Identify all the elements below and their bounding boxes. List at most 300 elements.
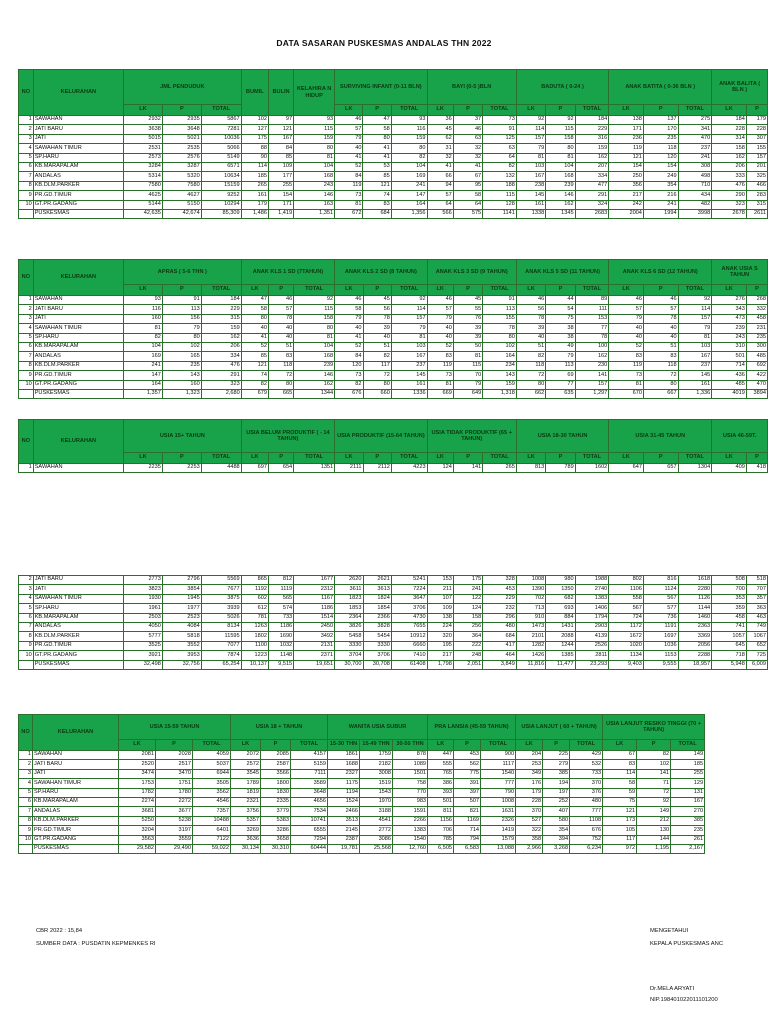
cell-value: 464: [483, 651, 517, 660]
row-number: 5: [19, 333, 34, 342]
cell-value: 2101: [516, 632, 545, 641]
cell-value: 159: [391, 134, 427, 143]
cell-value: 57: [427, 191, 453, 200]
cell-value: 80: [643, 380, 678, 389]
cell-value: 2366: [363, 613, 391, 622]
cell-value: 248: [453, 651, 482, 660]
cell-value: 2520: [119, 760, 156, 769]
cell-value: 80: [294, 324, 335, 333]
cell-value: 83: [603, 760, 637, 769]
cell-value: 1117: [481, 760, 516, 769]
cell-value: 121: [609, 153, 644, 162]
cell-value: 102: [241, 116, 268, 125]
row-number: 5: [19, 788, 33, 797]
cell-value: 4157: [291, 751, 328, 760]
cell-value: 1688: [328, 760, 360, 769]
cell-value: 56: [363, 305, 391, 314]
cell-value: 161: [678, 380, 712, 389]
cell-value: 3939: [201, 604, 241, 613]
cell-value: 73: [483, 116, 517, 125]
cell-value: 51: [363, 342, 391, 351]
row-number: 3: [19, 585, 34, 594]
cell-value: 109: [427, 604, 453, 613]
cell-value: 79: [391, 324, 427, 333]
cell-value: 3204: [119, 826, 156, 835]
row-number: 2: [19, 760, 33, 769]
cell-value: 777: [481, 779, 516, 788]
cell-value: 5458: [335, 632, 363, 641]
cell-value: 1579: [481, 835, 516, 844]
row-number: [19, 389, 34, 398]
cell-value: 357: [746, 594, 767, 603]
cell-value: 5777: [124, 632, 163, 641]
cell-value: 1782: [119, 788, 156, 797]
cell-value: 51: [268, 342, 293, 351]
cell-value: 785: [428, 835, 454, 844]
kelurahan-name: GT.PR.GADANG: [33, 200, 123, 209]
cell-value: 107: [427, 594, 453, 603]
cell-value: 1169: [454, 816, 481, 825]
kelurahan-name: GT.PR.GADANG: [33, 651, 123, 660]
cell-value: 770: [393, 788, 428, 797]
cell-value: 1385: [546, 651, 575, 660]
kelurahan-name: KB.DLM.PARKER: [33, 816, 119, 825]
row-number: 1: [19, 464, 34, 473]
cell-value: 1697: [643, 632, 678, 641]
cell-value: 194: [543, 779, 570, 788]
cell-value: 5241: [391, 576, 427, 585]
header-sub: P: [363, 105, 391, 116]
kelurahan-name: JATI: [33, 585, 123, 594]
cell-value: 1106: [609, 585, 644, 594]
table-row: [19, 153, 768, 162]
cell-value: 1501: [393, 769, 428, 778]
header-row: [19, 715, 705, 740]
cell-value: 157: [678, 314, 712, 323]
cell-value: 124: [427, 464, 453, 473]
cell-value: 80: [363, 134, 391, 143]
table-row: [19, 172, 768, 181]
cell-value: 316: [575, 134, 609, 143]
cell-value: 102: [483, 342, 517, 351]
cell-value: 2466: [328, 807, 360, 816]
cell-value: 146: [546, 191, 575, 200]
cell-value: 145: [516, 191, 545, 200]
cell-value: 10036: [201, 134, 241, 143]
cell-value: 777: [570, 807, 603, 816]
cell-value: 4625: [124, 191, 163, 200]
cell-value: 2535: [162, 144, 201, 153]
cell-value: 5037: [193, 760, 231, 769]
header-sub: LK: [516, 740, 543, 751]
cell-value: 117: [603, 835, 637, 844]
cell-value: 322: [516, 826, 543, 835]
cell-value: 149: [671, 751, 705, 760]
cell-value: 1067: [746, 632, 767, 641]
header-group: ANAK BALITA ( BLN ): [712, 70, 768, 105]
cell-value: 972: [603, 844, 637, 853]
cell-value: 1,351: [294, 209, 335, 218]
cell-value: 358: [516, 835, 543, 844]
cell-value: 315: [746, 200, 767, 209]
cell-value: 1460: [678, 613, 712, 622]
cell-value: 2740: [575, 585, 609, 594]
cell-value: 72: [637, 788, 671, 797]
row-number: 9: [19, 826, 33, 835]
table-row: [19, 162, 768, 171]
cell-value: 2811: [575, 651, 609, 660]
cell-value: 1263: [241, 622, 268, 631]
cell-value: 119: [427, 361, 453, 370]
row-number: 3: [19, 314, 34, 323]
cell-value: 56: [516, 305, 545, 314]
cell-value: 11595: [201, 632, 241, 641]
table-row: [19, 613, 768, 622]
cell-value: 79: [609, 314, 644, 323]
kelurahan-name: SAWAHAN TIMUR: [33, 144, 123, 153]
cell-value: 10912: [391, 632, 427, 641]
cell-value: 1419: [481, 826, 516, 835]
cell-value: 1153: [643, 651, 678, 660]
cell-value: 724: [609, 613, 644, 622]
header-group: USIA PRODUKTIF (15-64 TAHUN): [335, 420, 427, 453]
cell-value: 159: [483, 380, 517, 389]
cell-value: 114: [241, 162, 268, 171]
cell-value: 67: [603, 751, 637, 760]
cell-value: 2266: [393, 816, 428, 825]
cell-value: 4139: [575, 632, 609, 641]
header-sub: LK: [712, 453, 747, 464]
cell-value: 228: [516, 797, 543, 806]
cell-value: 231: [746, 324, 767, 333]
cell-value: 207: [575, 162, 609, 171]
kelurahan-name: PUSKESMAS: [33, 660, 123, 669]
cell-value: 477: [575, 181, 609, 190]
cell-value: 2773: [124, 576, 163, 585]
cell-value: 2274: [119, 797, 156, 806]
table-row: [19, 305, 768, 314]
cell-value: 162: [575, 153, 609, 162]
cell-value: 84: [268, 144, 293, 153]
cell-value: 1853: [335, 604, 363, 613]
cell-value: 1186: [268, 622, 293, 631]
cell-value: 45: [427, 125, 453, 134]
table-row: [19, 797, 705, 806]
cell-value: 393: [428, 788, 454, 797]
cell-value: 3,849: [483, 660, 517, 669]
cell-value: 1351: [294, 464, 335, 473]
cell-value: 118: [643, 361, 678, 370]
cell-value: 80: [268, 380, 293, 389]
cell-value: 2326: [481, 816, 516, 825]
cell-value: 300: [746, 342, 767, 351]
cell-value: 97: [268, 116, 293, 125]
cell-value: 41: [453, 162, 482, 171]
header-sub: P: [268, 453, 293, 464]
cell-value: 3369: [678, 632, 712, 641]
cell-value: 176: [516, 779, 543, 788]
cell-value: 69: [546, 371, 575, 380]
cell-value: 580: [543, 816, 570, 825]
cell-value: 104: [391, 162, 427, 171]
cell-value: 498: [678, 172, 712, 181]
cell-value: 463: [746, 613, 767, 622]
cell-value: 1186: [294, 604, 335, 613]
header-sub: P: [162, 285, 201, 296]
cell-value: 92: [391, 296, 427, 305]
cell-value: 95: [453, 181, 482, 190]
cell-value: 1543: [360, 788, 393, 797]
cell-value: 53: [363, 162, 391, 171]
cell-value: 6571: [201, 162, 241, 171]
header-no: NO: [19, 715, 33, 751]
table-row: [19, 751, 705, 760]
cell-value: 359: [712, 604, 747, 613]
cell-value: 77: [575, 324, 609, 333]
cell-value: 197: [543, 788, 570, 797]
table-row: [19, 191, 768, 200]
cell-value: 1108: [570, 816, 603, 825]
cell-value: 88: [241, 144, 268, 153]
cell-value: 5066: [201, 144, 241, 153]
cell-value: 1124: [643, 585, 678, 594]
cell-value: 1,419: [268, 209, 293, 218]
cell-value: 558: [609, 594, 644, 603]
cell-value: 307: [746, 134, 767, 143]
header-sub: LK: [428, 740, 454, 751]
cell-value: 647: [609, 464, 644, 473]
cell-value: 55: [453, 305, 482, 314]
cell-value: 3513: [328, 816, 360, 825]
cell-value: 42,674: [162, 209, 201, 218]
cell-value: 30,134: [231, 844, 261, 853]
header-sub: P: [162, 453, 201, 464]
cell-value: 376: [570, 788, 603, 797]
cell-value: 1390: [516, 585, 545, 594]
cell-value: 3706: [391, 604, 427, 613]
cell-value: 693: [546, 604, 575, 613]
kelurahan-name: PUSKESMAS: [33, 844, 119, 853]
cell-value: 168: [294, 172, 335, 181]
cell-value: 802: [609, 576, 644, 585]
cell-value: 1540: [481, 769, 516, 778]
cell-value: 386: [428, 779, 454, 788]
header-subrow: [19, 453, 768, 464]
cell-value: 692: [746, 361, 767, 370]
cell-value: 232: [483, 604, 517, 613]
cell-value: 201: [746, 162, 767, 171]
header-sub: LK: [124, 105, 163, 116]
cell-value: 47: [241, 296, 268, 305]
cell-value: 83: [363, 200, 391, 209]
cell-value: 1345: [546, 209, 575, 218]
header-group: BADUTA ( 0-24 ): [516, 70, 608, 105]
cell-value: 1759: [360, 751, 393, 760]
cell-value: 40: [268, 333, 293, 342]
cell-value: 212: [637, 816, 671, 825]
cell-value: 2517: [156, 760, 193, 769]
cell-value: 130: [637, 826, 671, 835]
header-row: [19, 420, 768, 453]
cell-value: 222: [453, 641, 482, 650]
cell-value: 120: [335, 361, 363, 370]
header-sub: LK: [124, 285, 163, 296]
cell-value: 2235: [124, 464, 163, 473]
cell-value: 4019: [712, 389, 747, 398]
cell-value: 250: [609, 172, 644, 181]
cell-value: 235: [643, 134, 678, 143]
header-sub: P: [546, 453, 575, 464]
cell-value: 125: [483, 134, 517, 143]
row-number: 8: [19, 632, 34, 641]
cell-value: 40: [268, 324, 293, 333]
cell-value: 2371: [294, 651, 335, 660]
cell-value: 332: [746, 305, 767, 314]
cell-value: 113: [483, 305, 517, 314]
cell-value: 116: [391, 125, 427, 134]
cell-value: 370: [516, 807, 543, 816]
kelurahan-name: PUSKESMAS: [33, 389, 123, 398]
table-row: [19, 181, 768, 190]
cell-value: 1,486: [241, 209, 268, 218]
cell-value: 1789: [231, 779, 261, 788]
kelurahan-name: SAWAHAN: [33, 751, 119, 760]
row-number: 5: [19, 604, 34, 613]
cell-value: 364: [453, 632, 482, 641]
cell-value: 7410: [391, 651, 427, 660]
cell-value: 2572: [231, 760, 261, 769]
cell-value: 30,310: [261, 844, 291, 853]
cell-value: 31: [427, 144, 453, 153]
table-row: [19, 641, 768, 650]
header-group: ANAK USIA S TAHUN: [712, 260, 768, 285]
cell-value: 36: [427, 116, 453, 125]
cell-value: 470: [678, 134, 712, 143]
cell-value: 164: [391, 200, 427, 209]
row-number: 10: [19, 651, 34, 660]
cell-value: 216: [643, 191, 678, 200]
cell-value: 40: [363, 333, 391, 342]
cell-value: 74: [363, 191, 391, 200]
kelurahan-name: GT.PR.GADANG: [33, 835, 119, 844]
cell-value: 57: [643, 305, 678, 314]
row-number: 2: [19, 576, 34, 585]
header-sub: LK: [119, 740, 156, 751]
cell-value: 115: [546, 125, 575, 134]
cell-value: 645: [712, 641, 747, 650]
cell-value: 81: [609, 380, 644, 389]
cell-value: 168: [546, 172, 575, 181]
table-row: [19, 200, 768, 209]
cell-value: 160: [162, 380, 201, 389]
cell-value: 82: [124, 333, 163, 342]
cell-value: 682: [546, 594, 575, 603]
header-group: USIA LANJUT RESIKO TINGGI (70 + TAHUN): [603, 715, 705, 740]
cell-value: 480: [483, 622, 517, 631]
cell-value: 51: [643, 342, 678, 351]
cell-value: 153: [575, 314, 609, 323]
cell-value: 323: [712, 200, 747, 209]
header-sub: TOTAL: [575, 285, 609, 296]
table-row: [19, 769, 705, 778]
cell-value: 574: [268, 604, 293, 613]
cell-value: 3008: [360, 769, 393, 778]
cell-value: 1540: [393, 835, 428, 844]
cell-value: 46: [516, 296, 545, 305]
cell-value: 1383: [575, 594, 609, 603]
cell-value: 353: [712, 594, 747, 603]
cell-value: 162: [294, 380, 335, 389]
header-sub: TOTAL: [678, 105, 712, 116]
cell-value: 46: [335, 296, 363, 305]
cell-value: 2,167: [671, 844, 705, 853]
cell-value: 157: [516, 134, 545, 143]
kelurahan-name: JATI: [33, 134, 123, 143]
cell-value: 314: [712, 134, 747, 143]
cell-value: 8134: [201, 622, 241, 631]
cell-value: 1119: [268, 585, 293, 594]
cell-value: 3559: [156, 835, 193, 844]
cell-value: 94: [427, 181, 453, 190]
cell-value: 6,009: [746, 660, 767, 669]
cell-value: 58: [335, 305, 363, 314]
kelurahan-name: JATI: [33, 314, 123, 323]
header-sub: LK: [603, 740, 637, 751]
table-row: [19, 760, 705, 769]
cell-value: 3505: [193, 779, 231, 788]
cell-value: 3648: [291, 788, 328, 797]
cell-value: 38: [546, 324, 575, 333]
kepala-label: KEPALA PUSKESMAS ANC: [650, 941, 724, 947]
cell-value: 161: [391, 380, 427, 389]
cell-value: 1631: [481, 807, 516, 816]
row-number: 10: [19, 200, 34, 209]
cell-value: 4546: [193, 797, 231, 806]
cell-value: 453: [454, 751, 481, 760]
cell-value: 9,555: [643, 660, 678, 669]
cell-value: 733: [570, 769, 603, 778]
cell-value: 234: [483, 361, 517, 370]
header-subrow: [19, 285, 768, 296]
cell-value: 32: [427, 153, 453, 162]
cell-value: 105: [603, 826, 637, 835]
cell-value: 76: [453, 314, 482, 323]
cell-value: 114: [603, 769, 637, 778]
cell-value: 670: [609, 389, 644, 398]
cell-value: 67: [453, 172, 482, 181]
cell-value: 40: [241, 324, 268, 333]
cell-value: 343: [712, 305, 747, 314]
cell-value: 74: [241, 371, 268, 380]
cell-value: 5149: [201, 153, 241, 162]
cell-value: 167: [671, 797, 705, 806]
table-anak-sekolah: [18, 259, 768, 399]
cell-value: 162: [575, 352, 609, 361]
header-subrow: [19, 740, 705, 751]
cell-value: 684: [363, 209, 391, 218]
cell-value: 279: [543, 760, 570, 769]
cell-value: 188: [483, 181, 517, 190]
header-sub: LK: [124, 453, 163, 464]
cell-value: 5144: [124, 200, 163, 209]
cell-value: 3474: [119, 769, 156, 778]
cell-value: 141: [575, 371, 609, 380]
cell-value: 29,490: [156, 844, 193, 853]
cell-value: 1175: [328, 779, 360, 788]
cell-value: 79: [678, 324, 712, 333]
cell-value: 100: [575, 342, 609, 351]
table-row: [19, 380, 768, 389]
